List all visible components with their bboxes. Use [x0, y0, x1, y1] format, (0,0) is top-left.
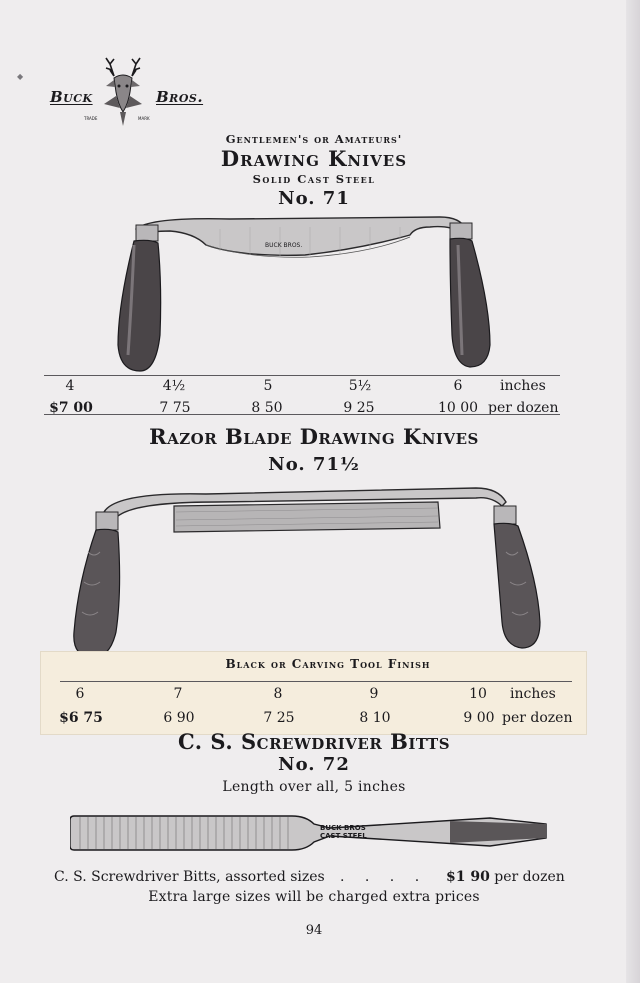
size-cell: 7 — [173, 686, 183, 702]
bits-item-label: C. S. Screwdriver Bitts, assorted sizes — [54, 869, 325, 885]
section1-number: No. 71 — [278, 188, 350, 209]
size-cell: 5½ — [348, 378, 372, 394]
price-cell: 9 00 — [463, 710, 495, 726]
section1-subtitle: Solid Cast Steel — [252, 172, 376, 186]
trade-mark-left: TRADE — [84, 116, 98, 121]
price-cell: 9 25 — [343, 400, 375, 416]
drawing-knife-illustration — [110, 205, 500, 375]
size-cell: 5 — [263, 378, 273, 394]
razor-blade-knife-illustration — [66, 482, 546, 662]
price-cell: 7 75 — [159, 400, 191, 416]
price-cell: 8 50 — [251, 400, 283, 416]
price-cell: 8 10 — [359, 710, 391, 726]
section2-title: Razor Blade Drawing Knives — [149, 424, 479, 449]
size-cell: 4 — [65, 378, 75, 394]
bits-price-line — [54, 869, 574, 885]
price-cell: $7 00 — [49, 400, 93, 416]
brand-logo — [46, 56, 216, 128]
section3-number: No. 72 — [278, 754, 350, 775]
bits-price: $1 90 — [446, 869, 490, 885]
trade-mark-right: MARK — [138, 116, 150, 121]
finish-note: Black or Carving Tool Finish — [225, 657, 431, 671]
brand-word-left: Buck — [50, 88, 93, 106]
section1-kicker: Gentlemen's or Amateurs' — [225, 132, 403, 146]
size-cell: 9 — [369, 686, 379, 702]
table-rule-top — [60, 681, 572, 682]
size-cell: 6 — [453, 378, 463, 394]
price-cell: 6 90 — [163, 710, 195, 726]
margin-mark: ◆ — [17, 72, 24, 81]
bits-price-group — [446, 869, 565, 885]
price-cell: 7 25 — [263, 710, 295, 726]
size-cell: 8 — [273, 686, 283, 702]
bit-stamp-top: BUCK BROS — [320, 824, 366, 832]
page-edge-shadow — [626, 0, 640, 983]
price-unit: per dozen — [502, 710, 573, 726]
price-unit: per dozen — [488, 400, 559, 416]
bit-stamp-bottom: CAST STEEL — [320, 832, 367, 840]
size-unit: inches — [510, 686, 556, 702]
price-cell: 10 00 — [437, 400, 479, 416]
size-cell: 4½ — [162, 378, 186, 394]
page-number: 94 — [305, 923, 323, 938]
leader-dots: . . . . — [340, 869, 428, 885]
extra-note: Extra large sizes will be charged extra prices — [148, 889, 480, 905]
blade-stamp: BUCK BROS. — [265, 242, 303, 249]
section3-title: C. S. Screwdriver Bitts — [177, 729, 451, 754]
table-rule-bottom — [44, 414, 560, 415]
size-cell: 10 — [469, 686, 487, 702]
table-rule-top — [44, 375, 560, 376]
size-unit: inches — [500, 378, 546, 394]
bits-price-unit: per dozen — [494, 869, 565, 885]
screwdriver-bit-illustration — [70, 808, 550, 864]
brand-word-right: Bros. — [156, 88, 204, 106]
section2-number: No. 71½ — [268, 454, 360, 475]
section1-title: Drawing Knives — [220, 146, 408, 171]
length-note: Length over all, 5 inches — [222, 779, 406, 795]
size-cell: 6 — [75, 686, 85, 702]
price-cell: $6 75 — [59, 710, 103, 726]
